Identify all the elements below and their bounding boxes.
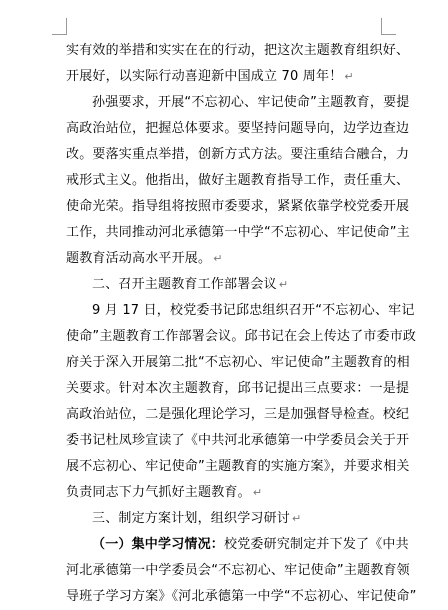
paragraph-mark-icon: ↵ [278, 278, 289, 291]
line-text: 戒形式主义。他指出，做好主题教育指导工作，责任重大、 [66, 173, 410, 188]
text-line [66, 532, 409, 558]
paragraph-mark-icon: ↵ [292, 512, 302, 525]
line-text: 高政治站位，二是强化理论学习，三是加强督导检查。校纪 [66, 407, 410, 422]
text-line [66, 220, 410, 246]
line-text: 孙强要求，开展“不忘初心、牢记使命”主题教育，要提 [92, 95, 410, 110]
line-text: 使命”主题教育工作部署会议。邱书记在会上传达了市委市政 [66, 329, 417, 344]
text-line [66, 558, 410, 584]
document-body [66, 38, 417, 610]
line-text: 开展好，以实际行动喜迎新中国成立 70 周年！ [66, 69, 343, 84]
text-line [66, 454, 410, 480]
line-text: 9 月 17 日，校党委书记邱忠组织召开“不忘初心、牢记 [92, 303, 415, 318]
crop-mark-top-right [381, 18, 396, 35]
line-text: 展不忘初心、牢记使命”主题教育的实施方案》，并要求相关 [66, 459, 410, 474]
bold-heading: （一）集中学习情况： [92, 537, 225, 552]
text-line [66, 246, 386, 272]
text-line [66, 168, 410, 194]
line-text: 导班子学习方案》《河北承德第一中学“不忘初心、牢记使命” [66, 589, 417, 604]
text-line [66, 38, 410, 64]
line-text: 改。要落实重点举措，创新方式方法。要注重结合融合，力 [66, 147, 410, 162]
text-line [66, 506, 386, 532]
text-line [66, 142, 410, 168]
line-text: 使命光荣。指导组将按照市委要求，紧紧依靠学校党委开展 [66, 199, 410, 214]
line-text: 委书记杜凤珍宣读了《中共河北承德第一中学委员会关于开 [66, 433, 410, 448]
text-line [66, 64, 386, 90]
line-text: 三、制定方案计划，组织学习研讨 [92, 511, 291, 526]
line-text: 二、召开主题教育工作部署会议 [92, 277, 277, 292]
text-line [66, 350, 410, 376]
line-text: 府关于深入开展第二批“不忘初心、牢记使命”主题教育的相 [66, 355, 410, 370]
line-text: 实有效的举措和实实在在的行动，把这次主题教育组织好、 [66, 43, 410, 58]
text-line [66, 402, 410, 428]
paragraph-mark-icon: ↵ [344, 70, 354, 83]
text-line [66, 272, 386, 298]
line-text: 河北承德第一中学委员会“不忘初心、牢记使命”主题教育领 [66, 563, 410, 578]
line-text: 工作，共同推动河北承德第一中学“不忘初心、牢记使命”主 [66, 225, 410, 240]
text-line [66, 90, 410, 116]
line-text: 校党委研究制定并下发了《中共 [224, 537, 409, 552]
line-text: 关要求。针对本次主题教育，邱书记提出三点要求：一是提 [66, 381, 410, 396]
paragraph-mark-icon: ↵ [213, 252, 223, 265]
line-text: 题教育活动高水平开展。 [66, 251, 212, 266]
text-line [66, 298, 415, 324]
text-line [66, 376, 410, 402]
paragraph-mark-icon: ↵ [252, 486, 263, 499]
text-line [66, 194, 410, 220]
crop-mark-top-left [52, 18, 67, 35]
line-text: 负责同志下力气抓好主题教育。 [66, 485, 251, 500]
text-line [66, 324, 417, 350]
line-text: 高政治站位，把握总体要求。要坚持问题导向，边学边查边 [66, 121, 410, 136]
text-line [66, 584, 417, 610]
text-line [66, 116, 410, 142]
text-line [66, 428, 410, 454]
text-line [66, 480, 386, 506]
